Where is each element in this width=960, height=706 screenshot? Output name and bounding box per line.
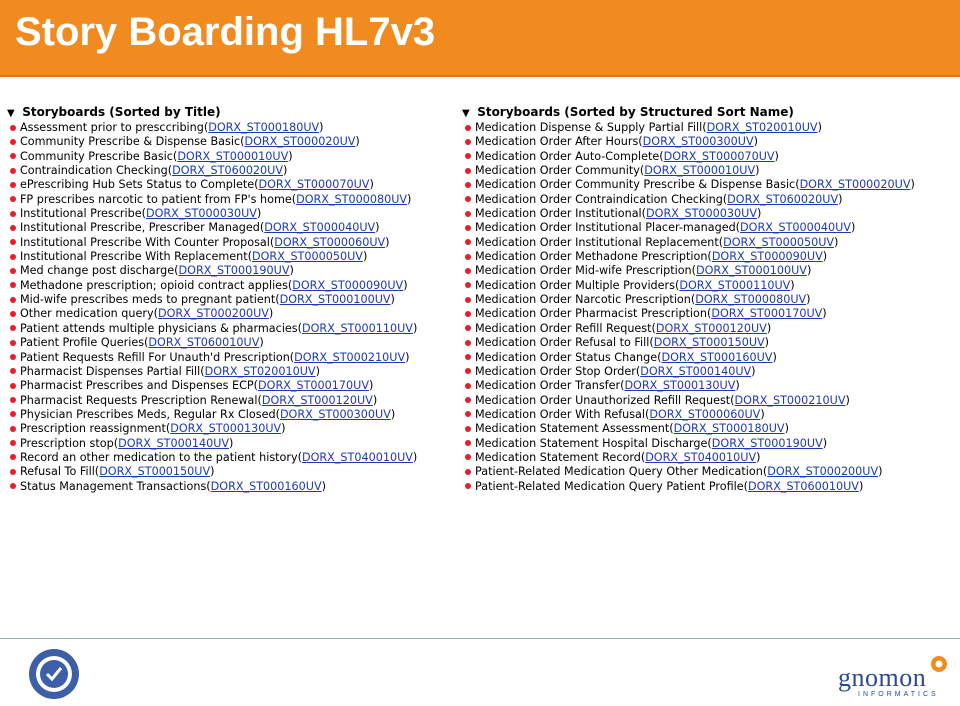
storyboards-by-sortname-panel [462, 104, 957, 494]
closing-paren: ) [355, 135, 360, 149]
bullet-icon [10, 211, 16, 217]
storyboard-id-link[interactable]: DORX_ST000080UV [695, 293, 807, 307]
storyboard-list-item [462, 451, 957, 465]
storyboard-id-link[interactable]: DORX_ST000030UV [646, 207, 757, 221]
storyboard-list-item [7, 351, 457, 365]
panel-heading-by-sortname[interactable] [462, 104, 957, 121]
bullet-icon [10, 297, 16, 303]
closing-paren: ) [850, 221, 856, 235]
storyboard-list-item [462, 480, 957, 494]
storyboard-id-link[interactable]: DORX_ST000010UV [177, 149, 289, 163]
closing-paren: ) [412, 450, 418, 464]
storyboard-id-link[interactable]: DORX_ST000170UV [258, 379, 369, 393]
bullet-icon [465, 354, 471, 360]
closing-paren: ) [321, 479, 326, 493]
storyboard-title: Medication Statement Hospital Discharge( [475, 436, 712, 450]
gnomon-logo [838, 653, 950, 701]
storyboard-id-link[interactable]: DORX_ST000100UV [696, 264, 807, 278]
closing-paren: ) [756, 207, 762, 221]
storyboard-id-link[interactable]: DORX_ST000140UV [118, 436, 230, 450]
storyboard-list-item [462, 351, 957, 365]
storyboard-title: Medication Statement Record( [475, 450, 646, 464]
storyboard-title: Medication Order Stop Order( [475, 364, 641, 378]
storyboard-title: Medication Order Pharmacist Prescription( [475, 307, 712, 321]
bullet-icon [465, 483, 471, 489]
bullet-icon [10, 139, 16, 145]
storyboard-list-item [7, 250, 457, 264]
closing-paren: ) [878, 465, 883, 479]
closing-paren: ) [790, 278, 795, 292]
storyboard-id-link[interactable]: DORX_ST000070UV [258, 178, 370, 192]
bullet-icon [465, 211, 471, 217]
bullet-icon [10, 426, 16, 432]
storyboard-title: Patient Profile Queries( [20, 336, 149, 350]
storyboard-title: Medication Dispense & Supply Partial Fill( [475, 121, 707, 134]
storyboard-id-link[interactable]: DORX_ST000070UV [663, 149, 775, 163]
storyboard-title: Patient attends multiple physicians & pharmacies( [20, 321, 302, 335]
closing-paren: ) [774, 149, 779, 163]
closing-paren: ) [385, 235, 390, 249]
storyboard-title: Medication Order Refusal to Fill( [475, 336, 654, 350]
storyboard-list-item [462, 250, 957, 264]
storyboard-list-item [462, 465, 957, 479]
storyboard-list-item [7, 221, 457, 235]
storyboard-list-item [462, 221, 957, 235]
bullet-icon [465, 297, 471, 303]
bullet-icon [10, 354, 16, 360]
collapse-triangle-icon[interactable]: ▼ [7, 108, 15, 119]
storyboard-list-item [7, 379, 457, 393]
storyboard-title: Methadone prescription; opioid contract applies( [20, 278, 293, 292]
storyboard-list-item [462, 264, 957, 278]
storyboard-list-item [462, 150, 957, 164]
storyboard-list-item [7, 164, 457, 178]
closing-paren: ) [756, 450, 761, 464]
storyboard-list-item [462, 307, 957, 321]
storyboards-by-title-panel [7, 104, 457, 494]
collapse-triangle-icon[interactable]: ▼ [462, 108, 470, 119]
closing-paren: ) [764, 336, 770, 350]
storyboard-list-item [462, 394, 957, 408]
bullet-icon [10, 282, 16, 288]
closing-paren: ) [735, 379, 740, 393]
storyboard-title: Institutional Prescribe With Replacement( [20, 250, 252, 264]
storyboard-id-link[interactable]: DORX_ST000110UV [302, 321, 413, 335]
storyboard-id-link[interactable]: DORX_ST000040UV [740, 221, 851, 235]
storyboard-title: Medication Statement Assessment( [475, 422, 674, 436]
storyboard-list-item [7, 465, 457, 479]
closing-paren: ) [283, 164, 288, 178]
storyboard-id-link[interactable]: DORX_ST000110UV [679, 278, 791, 292]
storyboard-id-link[interactable]: DORX_ST000300UV [642, 135, 754, 149]
storyboard-id-link[interactable]: DORX_ST020010UV [706, 121, 818, 134]
bullet-icon [465, 139, 471, 145]
storyboard-id-link[interactable]: DORX_ST000130UV [624, 379, 736, 393]
storyboard-list-item [462, 422, 957, 436]
storyboard-list-item [462, 178, 957, 192]
closing-paren: ) [368, 379, 374, 393]
storyboard-title: Medication Order Mid-wife Prescription( [475, 264, 696, 278]
bullet-icon [10, 125, 16, 131]
storyboard-list-item [462, 408, 957, 422]
storyboard-id-link[interactable]: DORX_ST000150UV [653, 336, 765, 350]
bullet-icon [465, 254, 471, 260]
storyboard-title: Institutional Prescribe( [20, 207, 146, 221]
bullet-icon [465, 397, 471, 403]
storyboard-title: Medication Order Narcotic Prescription( [475, 293, 696, 307]
storyboard-title: Record an other medication to the patient history( [20, 450, 302, 464]
closing-paren: ) [806, 293, 811, 307]
bullet-icon [10, 397, 16, 403]
storyboard-list-by-title [7, 121, 457, 494]
storyboard-list-item [7, 207, 457, 221]
storyboard-list-by-sortname [462, 121, 957, 494]
footer-divider [0, 638, 960, 639]
storyboard-title: Medication Order Status Change( [475, 350, 662, 364]
storyboard-id-link[interactable]: DORX_ST000100UV [279, 293, 391, 307]
storyboard-id-link[interactable]: DORX_ST000180UV [208, 121, 320, 134]
bullet-icon [10, 225, 16, 231]
storyboard-title: Medication Order Contraindication Checking( [475, 192, 728, 206]
certification-seal-icon [28, 648, 80, 700]
storyboard-id-link[interactable]: DORX_ST000020UV [799, 178, 911, 192]
storyboard-list-item [7, 408, 457, 422]
closing-paren: ) [822, 250, 828, 264]
storyboard-id-link[interactable]: DORX_ST000200UV [767, 465, 879, 479]
closing-paren: ) [772, 350, 777, 364]
bullet-icon [465, 125, 471, 131]
closing-paren: ) [755, 164, 760, 178]
logo-subtitle: INFORMATICS [858, 691, 939, 698]
storyboard-title: Medication Order After Hours( [475, 135, 643, 149]
storyboard-list-item [7, 279, 457, 293]
storyboard-title: Medication Order With Refusal( [475, 407, 650, 421]
storyboard-list-item [7, 365, 457, 379]
storyboard-id-link[interactable]: DORX_ST000020UV [244, 135, 356, 149]
bullet-icon [10, 383, 16, 389]
storyboard-id-link[interactable]: DORX_ST000060UV [649, 407, 761, 421]
bullet-icon [465, 469, 471, 475]
storyboard-id-link[interactable]: DORX_ST000190UV [178, 264, 290, 278]
storyboard-title: Medication Order Community( [475, 164, 645, 178]
storyboard-title: Status Management Transactions( [20, 479, 211, 493]
storyboard-id-link[interactable]: DORX_ST000060UV [274, 235, 386, 249]
storyboard-list-item [7, 135, 457, 149]
title-bar [0, 0, 960, 77]
storyboard-id-link[interactable]: DORX_ST040010UV [301, 450, 413, 464]
storyboard-title: Pharmacist Prescribes and Dispenses ECP( [20, 379, 259, 393]
closing-paren: ) [910, 178, 915, 192]
storyboard-id-link[interactable]: DORX_ST000090UV [711, 250, 823, 264]
storyboard-id-link[interactable]: DORX_ST000050UV [723, 235, 835, 249]
storyboard-list-item [7, 437, 457, 451]
bullet-icon [10, 469, 16, 475]
storyboard-title: Pharmacist Requests Prescription Renewal( [20, 393, 262, 407]
closing-paren: ) [372, 393, 378, 407]
storyboard-id-link[interactable]: DORX_ST000210UV [734, 393, 846, 407]
storyboard-title: Pharmacist Dispenses Partial Fill( [20, 364, 205, 378]
closing-paren: ) [817, 121, 822, 134]
panel-heading-label: Storyboards (Sorted by Title) [22, 105, 221, 119]
bullet-icon [10, 254, 16, 260]
bullet-icon [465, 239, 471, 245]
storyboard-id-link[interactable]: DORX_ST000200UV [157, 307, 269, 321]
bullet-icon [10, 368, 16, 374]
storyboard-id-link[interactable]: DORX_ST000190UV [711, 436, 823, 450]
storyboard-list-item [462, 336, 957, 350]
closing-paren: ) [822, 436, 828, 450]
storyboard-title: Medication Order Multiple Providers( [475, 278, 680, 292]
storyboard-id-link[interactable]: DORX_ST060020UV [172, 164, 284, 178]
closing-paren: ) [845, 393, 850, 407]
storyboard-list-item [462, 135, 957, 149]
storyboard-id-link[interactable]: DORX_ST000140UV [640, 364, 752, 378]
closing-paren: ) [256, 207, 262, 221]
closing-paren: ) [259, 336, 264, 350]
panel-heading-label: Storyboards (Sorted by Structured Sort Name) [477, 105, 794, 119]
bullet-icon [465, 196, 471, 202]
closing-paren: ) [390, 407, 396, 421]
storyboard-list-item [462, 322, 957, 336]
bullet-icon [10, 311, 16, 317]
storyboard-list-item [462, 437, 957, 451]
storyboard-list-item [462, 293, 957, 307]
bullet-icon [10, 196, 16, 202]
storyboard-title: Physician Prescribes Meds, Regular Rx Closed( [20, 407, 280, 421]
bullet-icon [10, 325, 16, 331]
panel-heading-by-title[interactable] [7, 104, 457, 121]
storyboard-title: Institutional Prescribe, Prescriber Managed( [20, 221, 265, 235]
closing-paren: ) [766, 321, 772, 335]
storyboard-title: Medication Order Institutional Placer-managed( [475, 221, 741, 235]
storyboard-title: Contraindication Checking( [20, 164, 173, 178]
closing-paren: ) [784, 422, 789, 436]
storyboard-list-item [462, 236, 957, 250]
storyboard-title: Community Prescribe & Dispense Basic( [20, 135, 245, 149]
storyboard-id-link[interactable]: DORX_ST000180UV [673, 422, 785, 436]
closing-paren: ) [834, 235, 839, 249]
closing-paren: ) [412, 321, 418, 335]
storyboard-title: Medication Order Institutional Replacement( [475, 235, 724, 249]
closing-paren: ) [315, 364, 320, 378]
storyboard-id-link[interactable]: DORX_ST000130UV [170, 422, 282, 436]
bullet-icon [465, 153, 471, 159]
storyboard-id-link[interactable]: DORX_ST000040UV [264, 221, 376, 235]
bullet-icon [10, 268, 16, 274]
bullet-icon [465, 340, 471, 346]
storyboard-title: Community Prescribe Basic( [20, 149, 178, 163]
storyboard-title: Medication Order Community Prescribe & Dispense Basic( [475, 178, 800, 192]
storyboard-list-item [7, 193, 457, 207]
storyboard-id-link[interactable]: DORX_ST000010UV [644, 164, 756, 178]
bullet-icon [10, 454, 16, 460]
bullet-icon [465, 311, 471, 317]
storyboard-list-item [7, 336, 457, 350]
page-title: Story Boarding HL7v3 [15, 10, 436, 54]
storyboard-list-item [462, 164, 957, 178]
bullet-icon [465, 440, 471, 446]
storyboard-id-link[interactable]: DORX_ST000170UV [711, 307, 823, 321]
storyboard-list-item [7, 480, 457, 494]
storyboard-id-link[interactable]: DORX_ST000120UV [655, 321, 767, 335]
storyboard-title: Medication Order Refill Request( [475, 321, 656, 335]
storyboard-list-item [462, 279, 957, 293]
storyboard-list-item [7, 451, 457, 465]
storyboard-title: Patient-Related Medication Query Other Medication( [475, 465, 768, 479]
storyboard-list-item [7, 394, 457, 408]
closing-paren: ) [390, 293, 395, 307]
storyboard-id-link[interactable]: DORX_ST000030UV [145, 207, 257, 221]
closing-paren: ) [760, 407, 765, 421]
storyboard-title: Patient-Related Medication Query Patient Profile( [475, 479, 748, 493]
storyboard-list-item [7, 150, 457, 164]
storyboard-title: Medication Order Institutional( [475, 207, 647, 221]
storyboard-id-link[interactable]: DORX_ST000090UV [292, 278, 404, 292]
storyboard-title: ePrescribing Hub Sets Status to Complete( [20, 178, 259, 192]
bullet-icon [465, 368, 471, 374]
storyboard-list-item [7, 121, 457, 135]
storyboard-list-item [7, 178, 457, 192]
closing-paren: ) [403, 278, 408, 292]
bullet-icon [465, 325, 471, 331]
storyboard-id-link[interactable]: DORX_ST000160UV [661, 350, 773, 364]
storyboard-list-item [462, 379, 957, 393]
storyboard-id-link[interactable]: DORX_ST000300UV [279, 407, 391, 421]
storyboard-title: Med change post discharge( [20, 264, 179, 278]
storyboard-title: Medication Order Methadone Prescription( [475, 250, 712, 264]
bullet-icon [465, 225, 471, 231]
storyboard-id-link[interactable]: DORX_ST000160UV [210, 479, 322, 493]
storyboard-list-item [7, 307, 457, 321]
bullet-icon [465, 411, 471, 417]
closing-paren: ) [407, 192, 412, 206]
storyboard-id-link[interactable]: DORX_ST000080UV [296, 192, 408, 206]
closing-paren: ) [838, 192, 843, 206]
closing-paren: ) [289, 264, 294, 278]
storyboard-list-item [462, 193, 957, 207]
closing-paren: ) [369, 178, 374, 192]
bullet-icon [10, 182, 16, 188]
storyboard-title: Medication Order Auto-Complete( [475, 149, 664, 163]
storyboard-title: Assessment prior to presccribing( [20, 121, 209, 134]
bullet-icon [10, 153, 16, 159]
storyboard-list-item [462, 121, 957, 135]
storyboard-id-link[interactable]: DORX_ST000210UV [294, 350, 406, 364]
bullet-icon [10, 440, 16, 446]
storyboard-title: Prescription stop( [20, 436, 119, 450]
bullet-icon [465, 168, 471, 174]
storyboard-title: Prescription reassignment( [20, 422, 171, 436]
bullet-icon [10, 340, 16, 346]
storyboard-id-link[interactable]: DORX_ST000150UV [99, 465, 211, 479]
storyboard-id-link[interactable]: DORX_ST060010UV [148, 336, 260, 350]
closing-paren: ) [268, 307, 274, 321]
closing-paren: ) [281, 422, 286, 436]
storyboard-id-link[interactable]: DORX_ST000050UV [252, 250, 363, 264]
bullet-icon [465, 426, 471, 432]
storyboard-title: Refusal To Fill( [20, 465, 100, 479]
storyboard-id-link[interactable]: DORX_ST000120UV [261, 393, 373, 407]
bullet-icon [465, 454, 471, 460]
storyboard-list-item [7, 293, 457, 307]
closing-paren: ) [806, 264, 812, 278]
bullet-icon [465, 383, 471, 389]
logo-wordmark: gnomon [838, 663, 927, 692]
bullet-icon [10, 411, 16, 417]
storyboard-title: Medication Order Unauthorized Refill Request( [475, 393, 735, 407]
closing-paren: ) [229, 436, 234, 450]
closing-paren: ) [319, 121, 324, 134]
gnomon-mark-icon [930, 655, 948, 673]
bullet-icon [10, 168, 16, 174]
storyboard-list-item [7, 264, 457, 278]
closing-paren: ) [858, 479, 864, 493]
closing-paren: ) [362, 250, 368, 264]
closing-paren: ) [751, 364, 756, 378]
storyboard-list-item [7, 322, 457, 336]
closing-paren: ) [753, 135, 758, 149]
bullet-icon [465, 182, 471, 188]
storyboard-list-item [7, 422, 457, 436]
bullet-icon [465, 282, 471, 288]
closing-paren: ) [210, 465, 215, 479]
bullet-icon [465, 268, 471, 274]
storyboard-list-item [7, 236, 457, 250]
bullet-icon [10, 483, 16, 489]
storyboard-list-item [462, 365, 957, 379]
storyboard-title: Patient Requests Refill For Unauth'd Prescription( [20, 350, 295, 364]
closing-paren: ) [288, 149, 293, 163]
storyboard-list-item [462, 207, 957, 221]
storyboard-title: Medication Order Transfer( [475, 379, 625, 393]
storyboard-title: Mid-wife prescribes meds to pregnant patient( [20, 293, 280, 307]
storyboard-title: FP prescribes narcotic to patient from FP's home( [20, 192, 297, 206]
storyboard-id-link[interactable]: DORX_ST060020UV [727, 192, 839, 206]
bullet-icon [10, 239, 16, 245]
storyboard-title: Institutional Prescribe With Counter Proposal( [20, 235, 275, 249]
closing-paren: ) [405, 350, 410, 364]
storyboard-title: Other medication query( [20, 307, 158, 321]
storyboard-id-link[interactable]: DORX_ST040010UV [645, 450, 757, 464]
closing-paren: ) [375, 221, 380, 235]
storyboard-id-link[interactable]: DORX_ST020010UV [204, 364, 316, 378]
storyboard-id-link[interactable]: DORX_ST060010UV [748, 479, 859, 493]
closing-paren: ) [822, 307, 827, 321]
